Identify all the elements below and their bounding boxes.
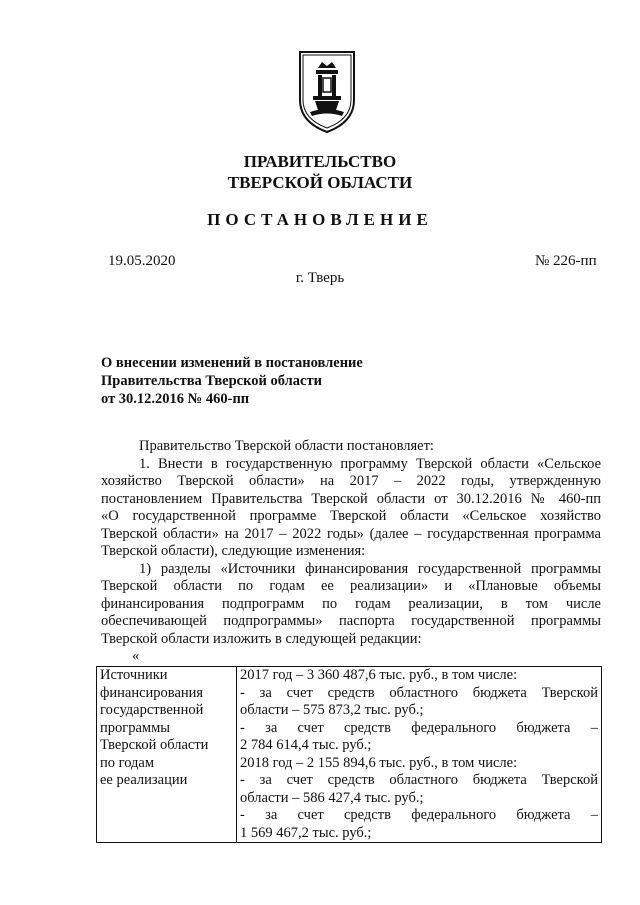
text-line: «О государственной программе Тверской области «Сельское хозяйство <box>101 508 601 524</box>
text-line: Тверской области» на 2017 – 2022 годы» (далее – государственная программа <box>101 525 601 542</box>
label-line: финансирования <box>100 684 204 701</box>
document-date: 19.05.2020 <box>108 253 176 269</box>
text-line: постановлением Правительства Тверской области от 30.12.2016 № 460-пп <box>101 490 601 507</box>
value-line: - за счет средств федерального бюджета – <box>240 719 598 736</box>
subject-line: от 30.12.2016 № 460-пп <box>101 391 250 407</box>
value-line: - за счет средств федерального бюджета – <box>240 807 598 823</box>
subject-line: Правительства Тверской области <box>101 373 322 389</box>
table-value-cell <box>237 667 602 843</box>
value-line: 2 784 614,4 тыс. руб.; <box>240 737 372 753</box>
document-subject <box>101 354 363 408</box>
paragraph-item-1 <box>101 456 601 561</box>
coat-of-arms-emblem <box>296 50 358 134</box>
value-line: 1 569 467,2 тыс. руб.; <box>240 824 372 841</box>
value-line: - за счет средств областного бюджета Тверской <box>240 684 598 701</box>
document-number: № 226-пп <box>535 253 597 269</box>
organization-name-line2: ТВЕРСКОЙ ОБЛАСТИ <box>227 173 413 192</box>
value-line: 2018 год – 2 155 894,6 тыс. руб., в том числе: <box>240 754 518 771</box>
value-line: - за счет средств областного бюджета Тверской <box>240 772 598 788</box>
label-line: ее реализации <box>100 772 188 788</box>
preamble-paragraph: Правительство Тверской области постановляет: <box>139 438 434 454</box>
text-line: обеспечивающей подпрограммы» паспорта государственной программы <box>101 613 601 629</box>
label-line: государственной <box>100 702 204 718</box>
subject-line: О внесении изменений в постановление <box>101 355 363 371</box>
organization-name-line1: ПРАВИТЕЛЬСТВО <box>243 152 397 171</box>
text-line: 1) разделы «Источники финансирования государственной программы <box>139 560 601 577</box>
label-line: Тверской области <box>100 737 209 753</box>
label-line: по годам <box>100 754 155 771</box>
document-body <box>101 438 601 648</box>
table-label-cell <box>97 667 237 843</box>
text-line: финансирования подпрограмм по годам реализации, в том числе <box>101 595 601 612</box>
financing-table <box>96 666 602 843</box>
label-line: Источники <box>100 667 168 683</box>
text-line: Тверской области по годам ее реализации» и «Плановые объемы <box>101 578 601 594</box>
text-line: Тверской области), следующие изменения: <box>101 543 366 559</box>
opening-quote-mark: « <box>132 648 140 664</box>
text-line: 1. Внести в государственную программу Тверской области «Сельское <box>139 455 601 472</box>
value-line: области – 586 427,4 тыс. руб.; <box>240 789 424 806</box>
document-type: ПОСТАНОВЛЕНИЕ <box>207 210 433 229</box>
table-row <box>97 667 602 843</box>
paragraph-subitem-1 <box>101 561 601 649</box>
value-line: области – 575 873,2 тыс. руб.; <box>240 702 424 718</box>
text-line: хозяйство Тверской области» на 2017 – 2022 годы, утвержденную <box>101 473 601 489</box>
text-line: Тверской области изложить в следующей редакции: <box>101 630 422 647</box>
value-line: 2017 год – 3 360 487,6 тыс. руб., в том числе: <box>240 667 518 683</box>
document-city: г. Тверь <box>295 270 345 286</box>
label-line: программы <box>100 719 170 736</box>
